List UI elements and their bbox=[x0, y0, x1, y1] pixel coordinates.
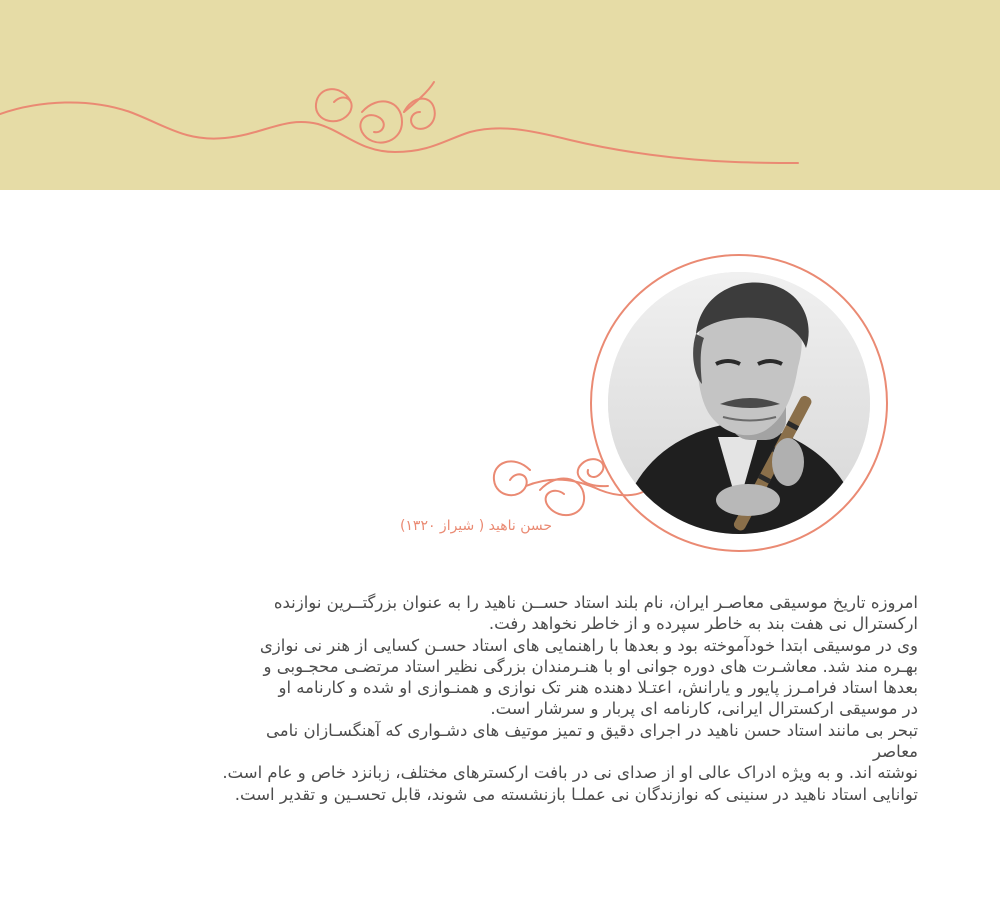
article-line: بعدها استاد فرامـرز پایور و یارانش، اعتـلا دهنده هنر تک نوازی و همنـوازی او شده و کارنامه او bbox=[278, 678, 918, 698]
scroll-flourish-icon bbox=[0, 0, 1000, 190]
article-line: امروزه تاریخ موسیقی معاصـر ایران، نام بلند استاد حســن ناهید را به عنوان بزرگتــرین نوازنده bbox=[273, 593, 918, 612]
article-body bbox=[76, 592, 918, 805]
article-line: در موسیقی ارکسترال ایرانی، کارنامه ای پربار و سرشار است. bbox=[490, 699, 918, 719]
article-line: توانایی استاد ناهید در سنینی که نوازندگان نی عملـا بازنشسته می شوند، قابل تحسـین و تقدیر است. bbox=[234, 784, 918, 804]
portrait-photo bbox=[608, 272, 870, 534]
article-line: نوشته اند. و به ویژه ادراک عالی او از صدای نی در بافت ارکسترهای مختلف، زبانزد خاص و عام است. bbox=[222, 763, 918, 783]
article-line: وی در موسیقی ابتدا خودآموخته بود و بعدها با راهنمایی های استاد حسـن کسایی از هنر نی نوازی bbox=[259, 635, 918, 655]
article-line: تبحر بی مانند استاد حسن ناهید در اجرای دقیق و تمیز موتیف های دشـواری که آهنگسـازان نامی bbox=[266, 720, 918, 740]
portrait-photo-icon bbox=[608, 272, 870, 534]
portrait-caption: حسن ناهید ( شیراز ۱۳۲۰) bbox=[399, 518, 552, 534]
article-line: ارکسترال نی هفت بند به خاطر سپرده و از خاطر نخواهد رفت. bbox=[488, 614, 918, 634]
article-line: بهـره مند شد. معاشـرت های دوره جوانی او با هنـرمندان بزرگی نظیر استاد مرتضـی محجـوبی و bbox=[263, 656, 918, 676]
article-line: معاصر bbox=[873, 742, 918, 762]
